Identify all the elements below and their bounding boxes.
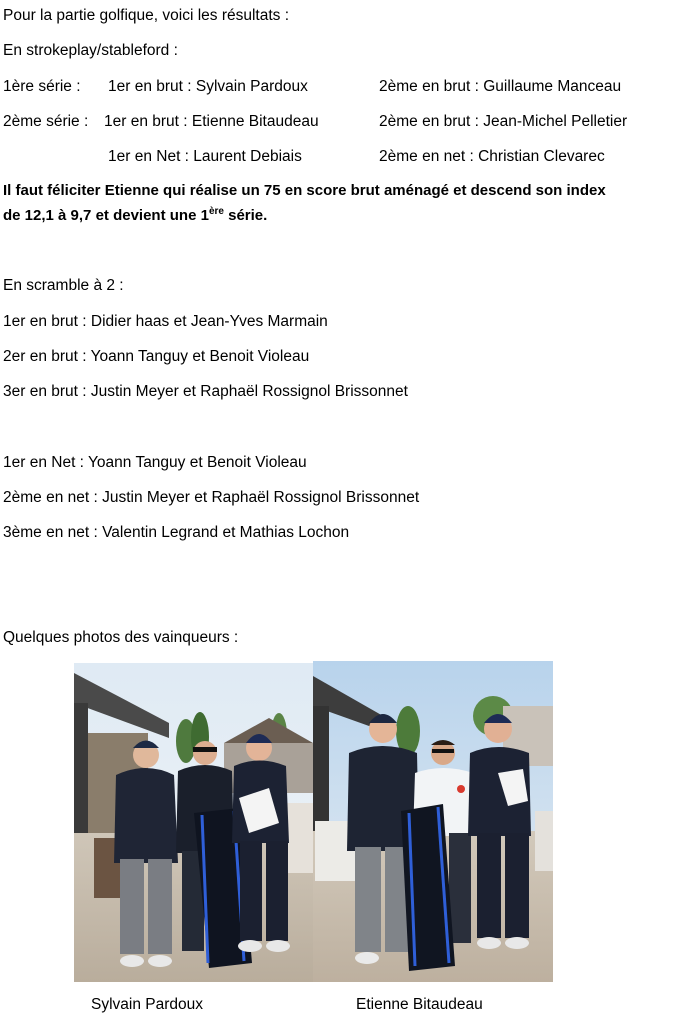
scramble-brut-2: 2er en brut : Yoann Tanguy et Benoit Violeau (3, 348, 310, 365)
intro-text: Pour la partie golfique, voici les résultats : (3, 7, 290, 24)
scramble-brut-1: 1er en brut : Didier haas et Jean-Yves Marmain (3, 313, 328, 330)
serie2-label: 2ème série : (3, 113, 89, 130)
congrats-line2-post: série. (223, 207, 268, 224)
photo-caption-1: Sylvain Pardoux (91, 996, 204, 1013)
winner-photo-1 (74, 663, 313, 982)
serie1-label: 1ère série : (3, 78, 81, 95)
photo-caption-2: Etienne Bitaudeau (356, 996, 483, 1013)
winner-photo-2 (313, 661, 553, 982)
serie2-first: 1er en brut : Etienne Bitaudeau (104, 113, 319, 130)
serie1-second: 2ème en brut : Guillaume Manceau (379, 78, 622, 95)
congrats-line2-sup: ère (208, 206, 224, 217)
photos-heading: Quelques photos des vainqueurs : (3, 629, 239, 646)
scramble-net-1: 1er en Net : Yoann Tanguy et Benoit Violeau (3, 454, 307, 471)
scramble-brut-3: 3er en brut : Justin Meyer et Raphaël Rossignol Brissonnet (3, 383, 408, 400)
serie2-second: 2ème en brut : Jean-Michel Pelletier (379, 113, 628, 130)
congrats-line2 (3, 206, 267, 226)
congrats-line1: Il faut féliciter Etienne qui réalise un 75 en score brut aménagé et descend son index (3, 182, 606, 199)
serie2-net-first: 1er en Net : Laurent Debiais (108, 148, 302, 165)
scramble-net-3: 3ème en net : Valentin Legrand et Mathias Lochon (3, 524, 350, 541)
scramble-heading: En scramble à 2 : (3, 277, 124, 294)
serie1-first: 1er en brut : Sylvain Pardoux (108, 78, 308, 95)
serie2-net-second: 2ème en net : Christian Clevarec (379, 148, 605, 165)
strokeplay-heading: En strokeplay/stableford : (3, 42, 178, 59)
scramble-net-2: 2ème en net : Justin Meyer et Raphaël Rossignol Brissonnet (3, 489, 420, 506)
congrats-line2-pre: de 12,1 à 9,7 et devient une 1 (3, 207, 209, 224)
